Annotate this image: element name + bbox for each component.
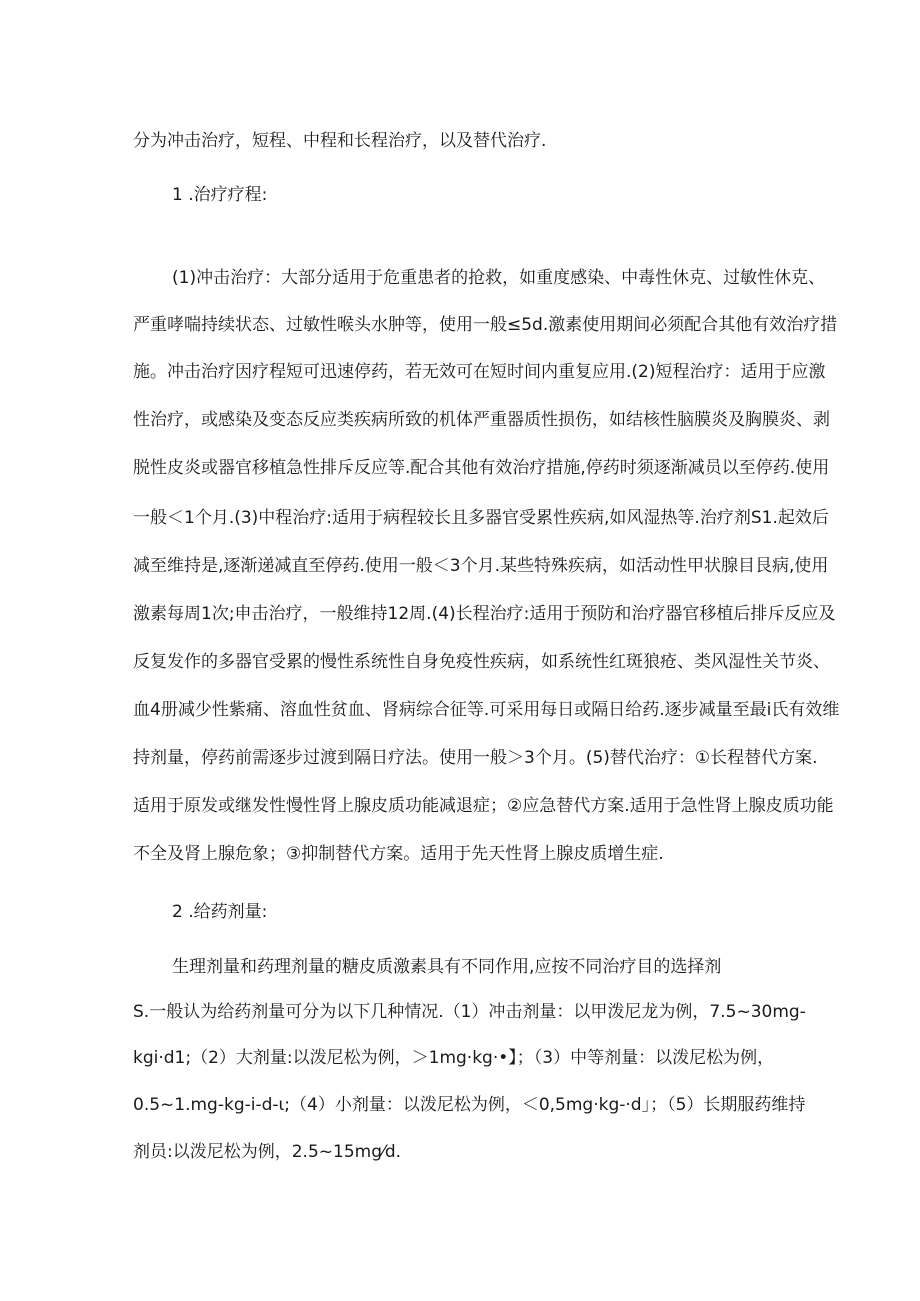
body-line: 性治疗，或感染及变态反应类疾病所致的机体严重器质性损伤，如结核性脑膜炎及胸膜炎、剥 [133,410,830,430]
body-line: 生理剂量和药理剂量的糖皮质激素具有不同作用,应按不同治疗目的选择剂 [172,957,722,977]
body-line: 反复发作的多器官受累的慢性系统性自身免疫性疾病，如系统性红斑狼疮、类风湿性关节炎、 [133,652,830,672]
body-line: 血4册减少性紫痛、溶血性贫血、肾病综合征等.可采用每日或隔日给药.逐步减量至最i氏有效维 [133,700,840,720]
section-heading-treatment-course: 1 .治疗疗程: [172,185,268,205]
body-line: 0.5~1.mg-kg-i-d-ι;（4）小剂量：以泼尼松为例，＜0,5mg·kg-·d」；（5）长期服药维持 [133,1095,806,1115]
body-line: 激素每周1次;申击治疗，一般维持12周.(4)长程治疗:适用于预防和治疗器官移植后排斥反应及 [133,604,836,624]
body-line: 持剂量，停药前需逐步过渡到隔日疗法。使用一般＞3个月。(5)替代治疗：①长程替代方案. [133,748,818,768]
body-line: 严重哮喘持续状态、过敏性喉头水肿等，使用一般≤5d.激素使用期间必须配合其他有效治疗措 [133,315,838,335]
body-line: 施。冲击治疗因疗程短可迅速停药，若无效可在短时间内重复应用.(2)短程治疗：适用于应激 [133,362,826,382]
body-line: (1)冲击治疗：大部分适用于危重患者的抢救，如重度感染、中毒性休克、过敏性休克、 [172,268,826,288]
body-line: 适用于原发或继发性慢性肾上腺皮质功能减退症；②应急替代方案.适用于急性肾上腺皮质功能 [133,796,834,816]
intro-line: 分为冲击治疗，短程、中程和长程治疗，以及替代治疗. [133,131,547,151]
body-line: kgi·d1;（2）大剂量:以泼尼松为例，＞1mg·kg·•】；（3）中等剂量：以泼尼松为例， [133,1048,775,1068]
body-line: 脱性皮炎或器官移植急性排斥反应等.配合其他有效治疗措施,停药时须逐渐减员以至停药.使用 [133,458,830,478]
body-line: 一般＜1个月.(3)中程治疗:适用于病程较长且多器官受累性疾病,如风湿热等.治疗剂S1.起效后 [133,508,829,528]
body-line: 剂员:以泼尼松为例，2.5~15mg⁄d. [133,1142,402,1162]
body-line: 不全及肾上腺危象；③抑制替代方案。适用于先天性肾上腺皮质增生症. [133,844,664,864]
body-line: S.一般认为给药剂量可分为以下几种情况.（1）冲击剂量：以甲泼尼龙为例，7.5~30mg- [133,1002,806,1022]
section-heading-dosage: 2 .给药剂量: [172,902,268,922]
body-line: 减至维持是,逐渐递减直至停药.使用一般＜3个月.某些特殊疾病，如活动性甲状腺目艮病,使用 [133,556,829,576]
